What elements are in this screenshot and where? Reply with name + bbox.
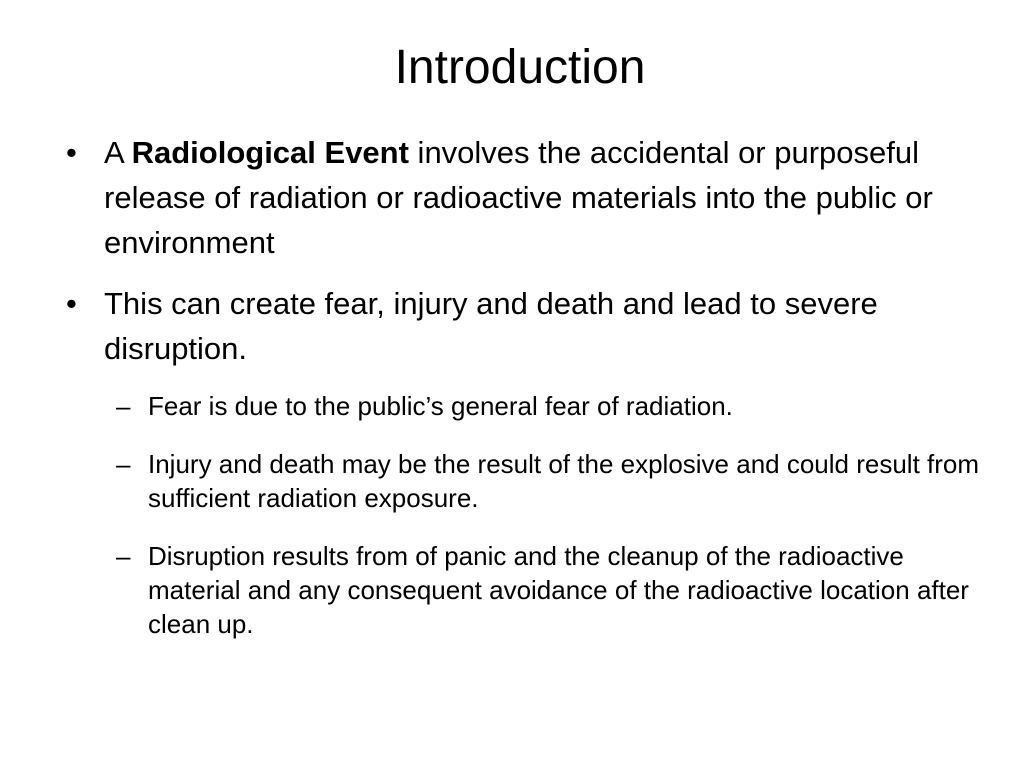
slide-content [66,130,986,665]
sub-bullet-text: Fear is due to the public’s general fear of radiation. [148,391,733,421]
bullet-bold-term: Radiological Event [131,135,409,170]
sub-bullet-item [116,447,986,515]
bullet-marker: • [66,135,77,170]
sub-bullet-marker: – [116,541,131,571]
bullet-text: involves the accidental or purposeful release of radiation or radioactive materials into the public or environment [104,135,933,260]
bullet-marker: • [66,286,77,321]
sub-bullet-marker: – [116,449,131,479]
bullet-item [66,281,986,371]
sub-bullet-marker: – [116,391,131,421]
sub-bullet-item [116,389,986,423]
bullet-prefix: A [104,135,132,170]
slide-title: Introduction [394,41,646,94]
sub-bullet-text: Injury and death may be the result of the explosive and could result from sufficient radiation exposure. [148,449,980,513]
bullet-item [66,130,986,265]
sub-bullet-text: Disruption results from of panic and the cleanup of the radioactive material and any consequent avoidance of the radioactive location after clean up. [148,541,969,639]
sub-bullet-item [116,539,986,641]
bullet-text: This can create fear, injury and death and lead to severe disruption. [104,286,878,366]
